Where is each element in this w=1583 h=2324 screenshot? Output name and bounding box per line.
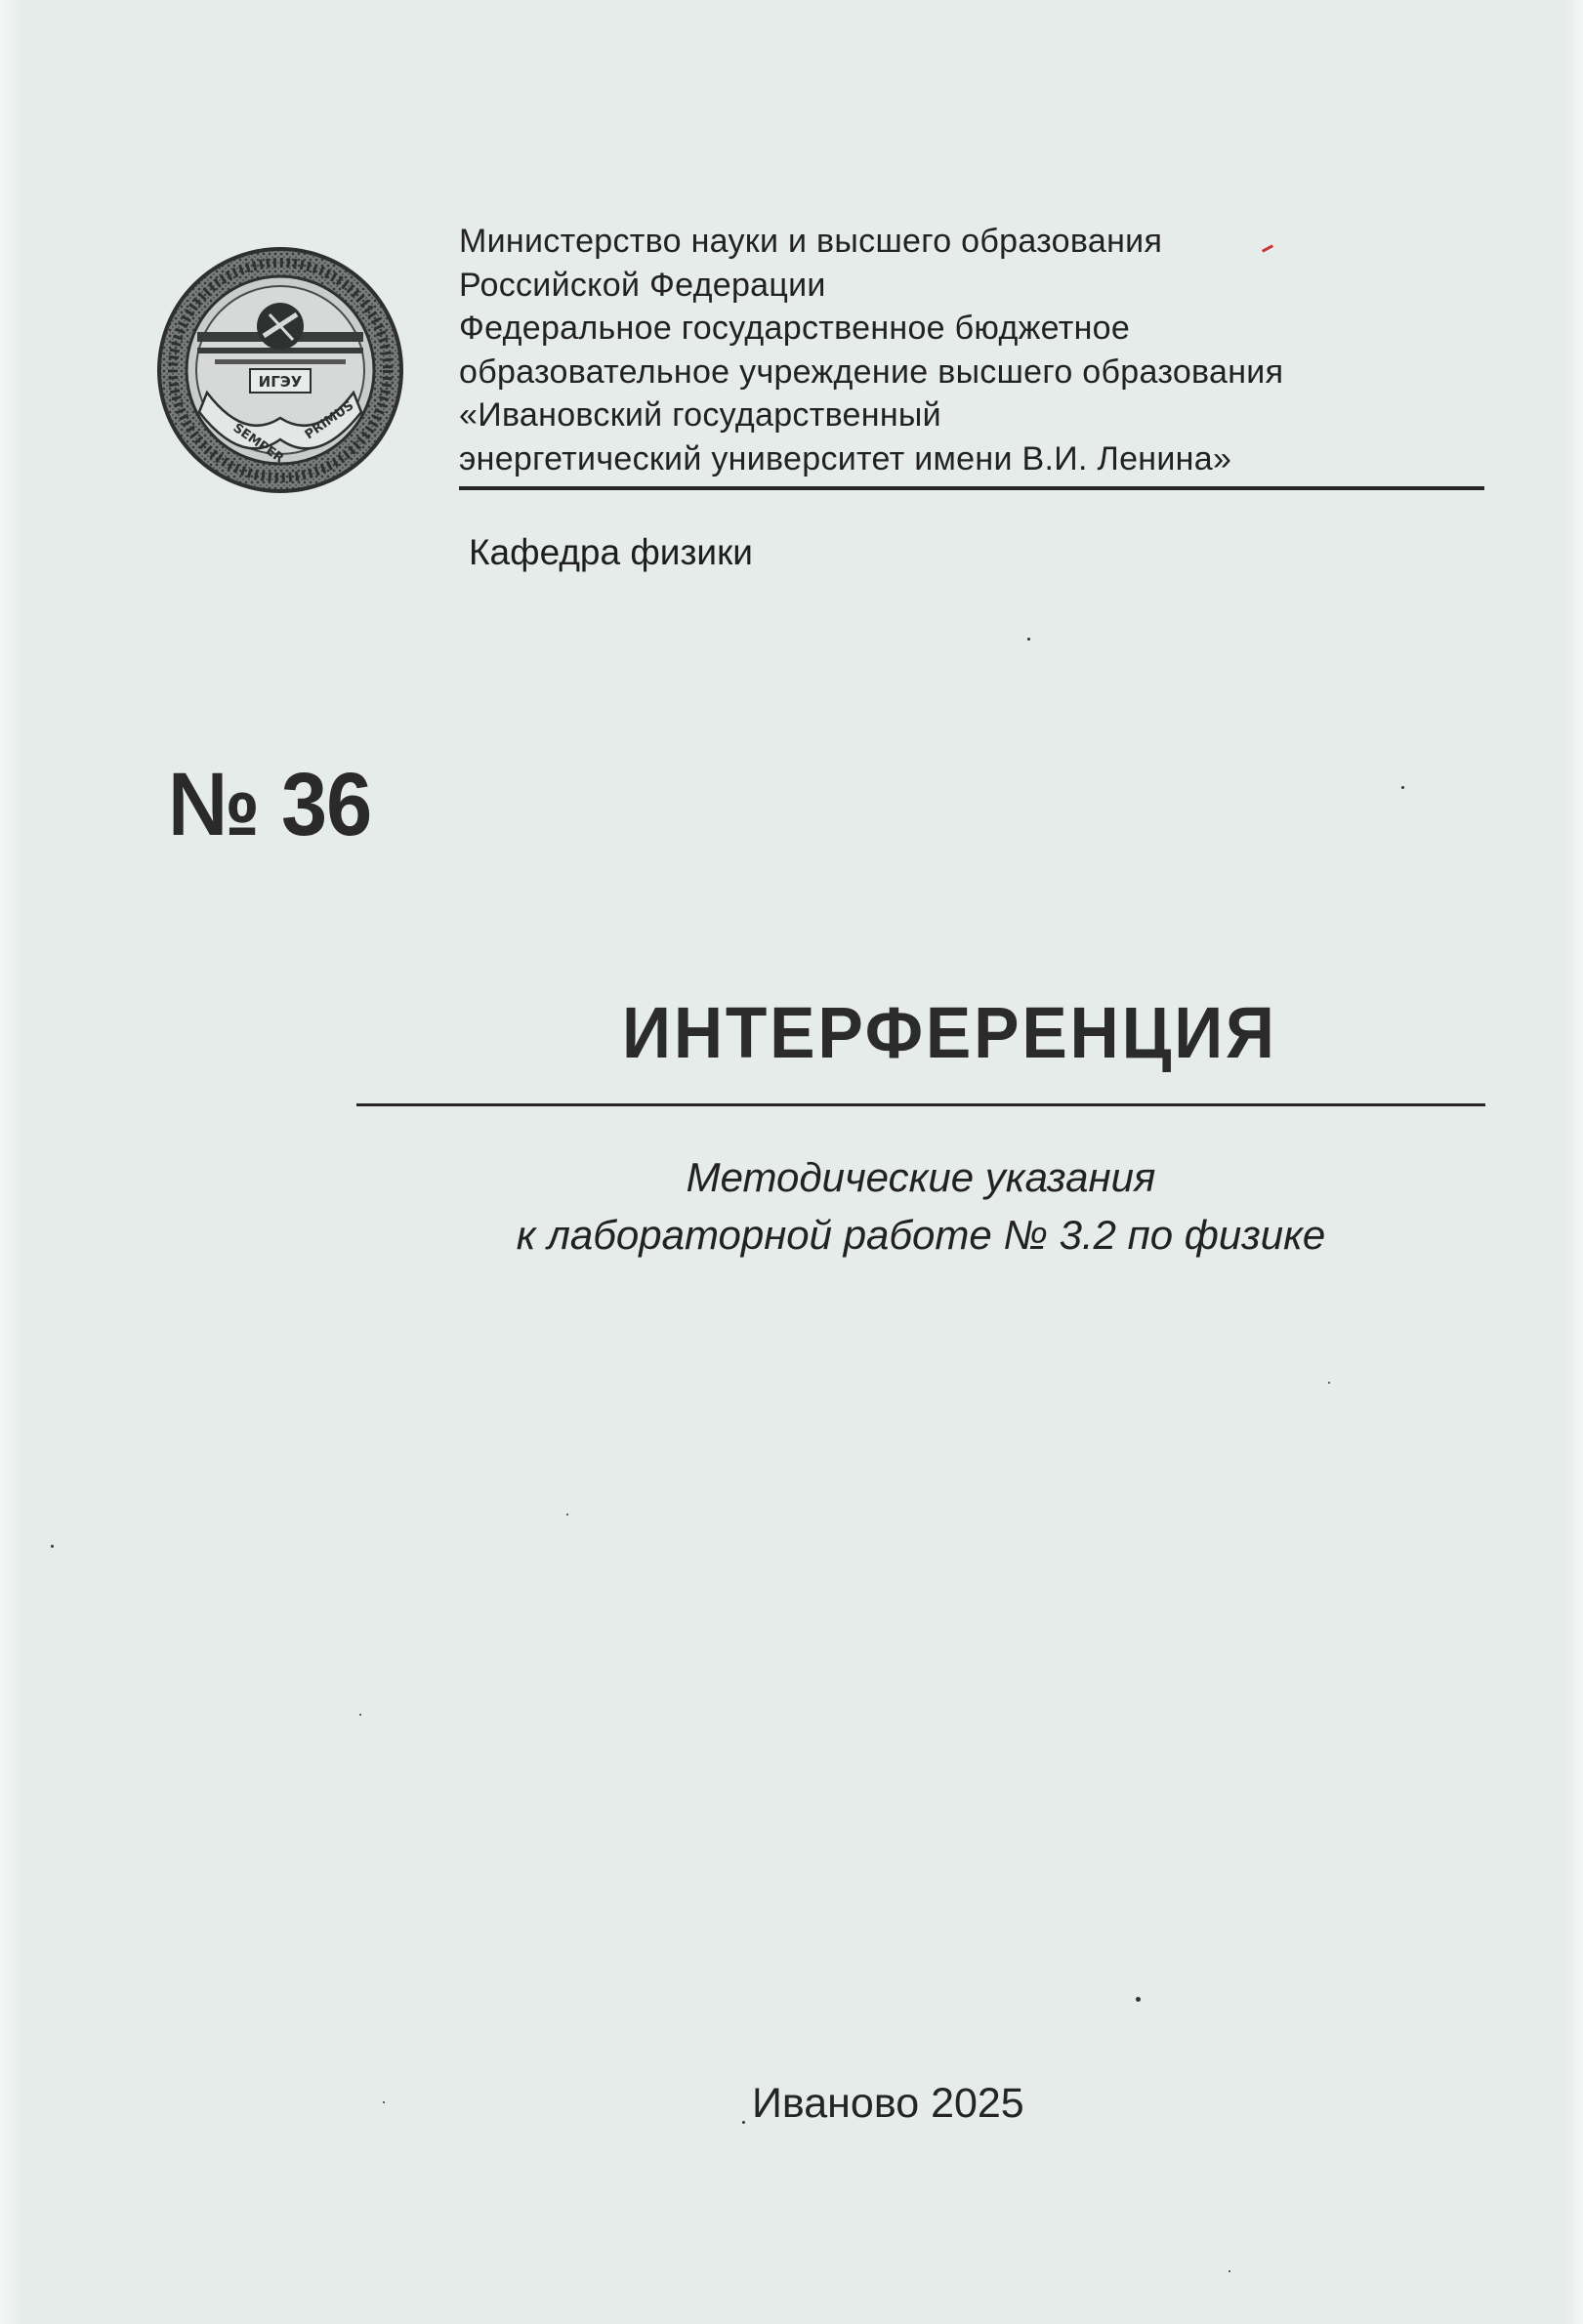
document-number: № 36 [168, 755, 372, 854]
title-divider [356, 1103, 1485, 1106]
header-divider [459, 486, 1484, 490]
scan-speck [359, 1714, 361, 1716]
place-and-year: Иваново 2025 [752, 2080, 1024, 2127]
scan-left-edge [0, 0, 21, 2324]
scan-speck [383, 2101, 385, 2103]
scan-speck [1401, 786, 1404, 789]
subtitle-line: к лабораторной работе № 3.2 по физике [516, 1212, 1326, 1258]
ministry-line: Федеральное государственное бюджетное [459, 310, 1131, 347]
ministry-line: «Ивановский государственный [459, 396, 941, 434]
ministry-line: Министерство науки и высшего образования [459, 223, 1163, 260]
svg-text:SEMPER: SEMPER [229, 420, 287, 467]
scan-speck [1328, 1382, 1330, 1384]
document-subtitle [356, 1148, 1485, 1264]
scan-speck [1136, 1997, 1141, 2002]
scan-speck [742, 2121, 745, 2124]
ministry-line: энергетический университет имени В.И. Ленина» [459, 439, 1232, 477]
document-title: ИНТЕРФЕРЕНЦИЯ [622, 992, 1277, 1073]
document-title-row [0, 991, 1583, 1074]
ministry-header [459, 220, 1494, 480]
university-seal-icon [156, 246, 404, 494]
scan-right-edge [1565, 0, 1583, 2324]
scan-speck [566, 1514, 568, 1515]
scan-speck [1229, 2270, 1230, 2272]
svg-text:PRIMUS: PRIMUS [302, 398, 357, 443]
ministry-line: Российской Федерации [459, 266, 826, 304]
scan-speck [1027, 638, 1030, 641]
subtitle-line: Методические указания [686, 1154, 1156, 1200]
ministry-line: образовательное учреждение высшего образования [459, 353, 1284, 391]
department-name: Кафедра физики [469, 532, 753, 572]
svg-text:ИГЭУ: ИГЭУ [258, 373, 303, 391]
scan-speck [51, 1545, 54, 1548]
